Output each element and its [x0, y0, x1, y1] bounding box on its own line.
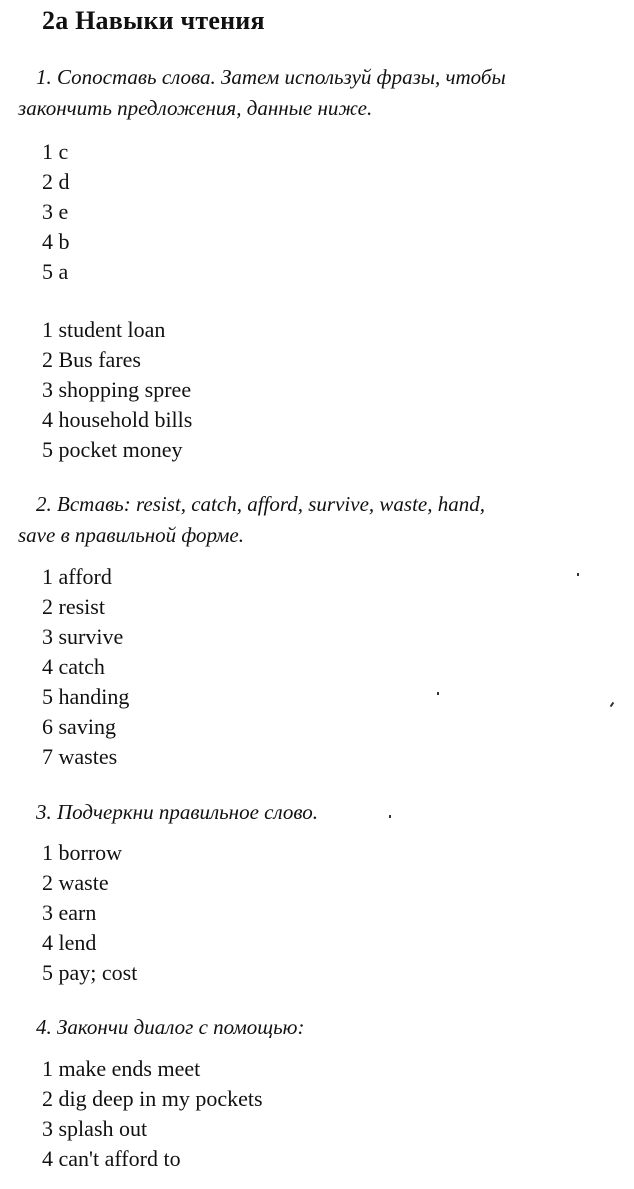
list-item: 3 survive	[42, 624, 124, 649]
list-item: 3 e	[42, 199, 69, 224]
exercise-1-answers-a	[42, 137, 70, 287]
list-item: 1 afford	[42, 564, 112, 589]
page-title: 2a Навыки чтения	[42, 6, 265, 35]
list-item: 3 earn	[42, 900, 97, 925]
list-item: 5 pocket money	[42, 437, 183, 462]
exercise-4-answers	[42, 1054, 263, 1174]
list-item: 4 lend	[42, 930, 97, 955]
exercise-3-instruction-line-1: 3. Подчеркни правильное слово.	[36, 800, 318, 824]
list-item: 5 handing	[42, 684, 130, 709]
exercise-1-instruction-line-2: закончить предложения, данные ниже.	[18, 96, 373, 120]
exercise-2-instruction-line-2: save в правильной форме.	[18, 523, 244, 547]
exercise-1-instruction	[18, 62, 616, 124]
list-item: 1 student loan	[42, 317, 166, 342]
scan-speck	[389, 815, 391, 818]
scan-speck	[437, 692, 439, 695]
exercise-1-answers-b	[42, 315, 192, 465]
list-item: 2 d	[42, 169, 70, 194]
list-item: 4 b	[42, 229, 70, 254]
list-item: 5 a	[42, 259, 69, 284]
exercise-4-instruction	[18, 1012, 616, 1043]
exercise-2-answers	[42, 562, 129, 772]
list-item: 4 can't afford to	[42, 1146, 181, 1171]
exercise-4-instruction-line-1: 4. Закончи диалог с помощью:	[36, 1015, 305, 1039]
exercise-3-answers	[42, 838, 137, 988]
list-item: 3 splash out	[42, 1116, 148, 1141]
list-item: 1 borrow	[42, 840, 123, 865]
exercise-1-instruction-line-1: 1. Сопоставь слова. Затем используй фразы, чтобы	[36, 65, 506, 89]
exercise-2-instruction-line-1: 2. Вставь: resist, catch, afford, survive, waste, hand,	[36, 492, 485, 516]
list-item: 1 make ends meet	[42, 1056, 201, 1081]
scan-speck	[610, 702, 615, 707]
exercise-2-instruction	[18, 489, 616, 551]
list-item: 7 wastes	[42, 744, 118, 769]
list-item: 2 resist	[42, 594, 105, 619]
list-item: 4 household bills	[42, 407, 193, 432]
list-item: 2 dig deep in my pockets	[42, 1086, 263, 1111]
list-item: 2 Bus fares	[42, 347, 141, 372]
exercise-3-instruction	[18, 797, 616, 828]
list-item: 6 saving	[42, 714, 116, 739]
scan-speck	[577, 573, 579, 576]
list-item: 1 c	[42, 139, 69, 164]
list-item: 4 catch	[42, 654, 105, 679]
list-item: 2 waste	[42, 870, 109, 895]
list-item: 3 shopping spree	[42, 377, 192, 402]
list-item: 5 pay; cost	[42, 960, 138, 985]
